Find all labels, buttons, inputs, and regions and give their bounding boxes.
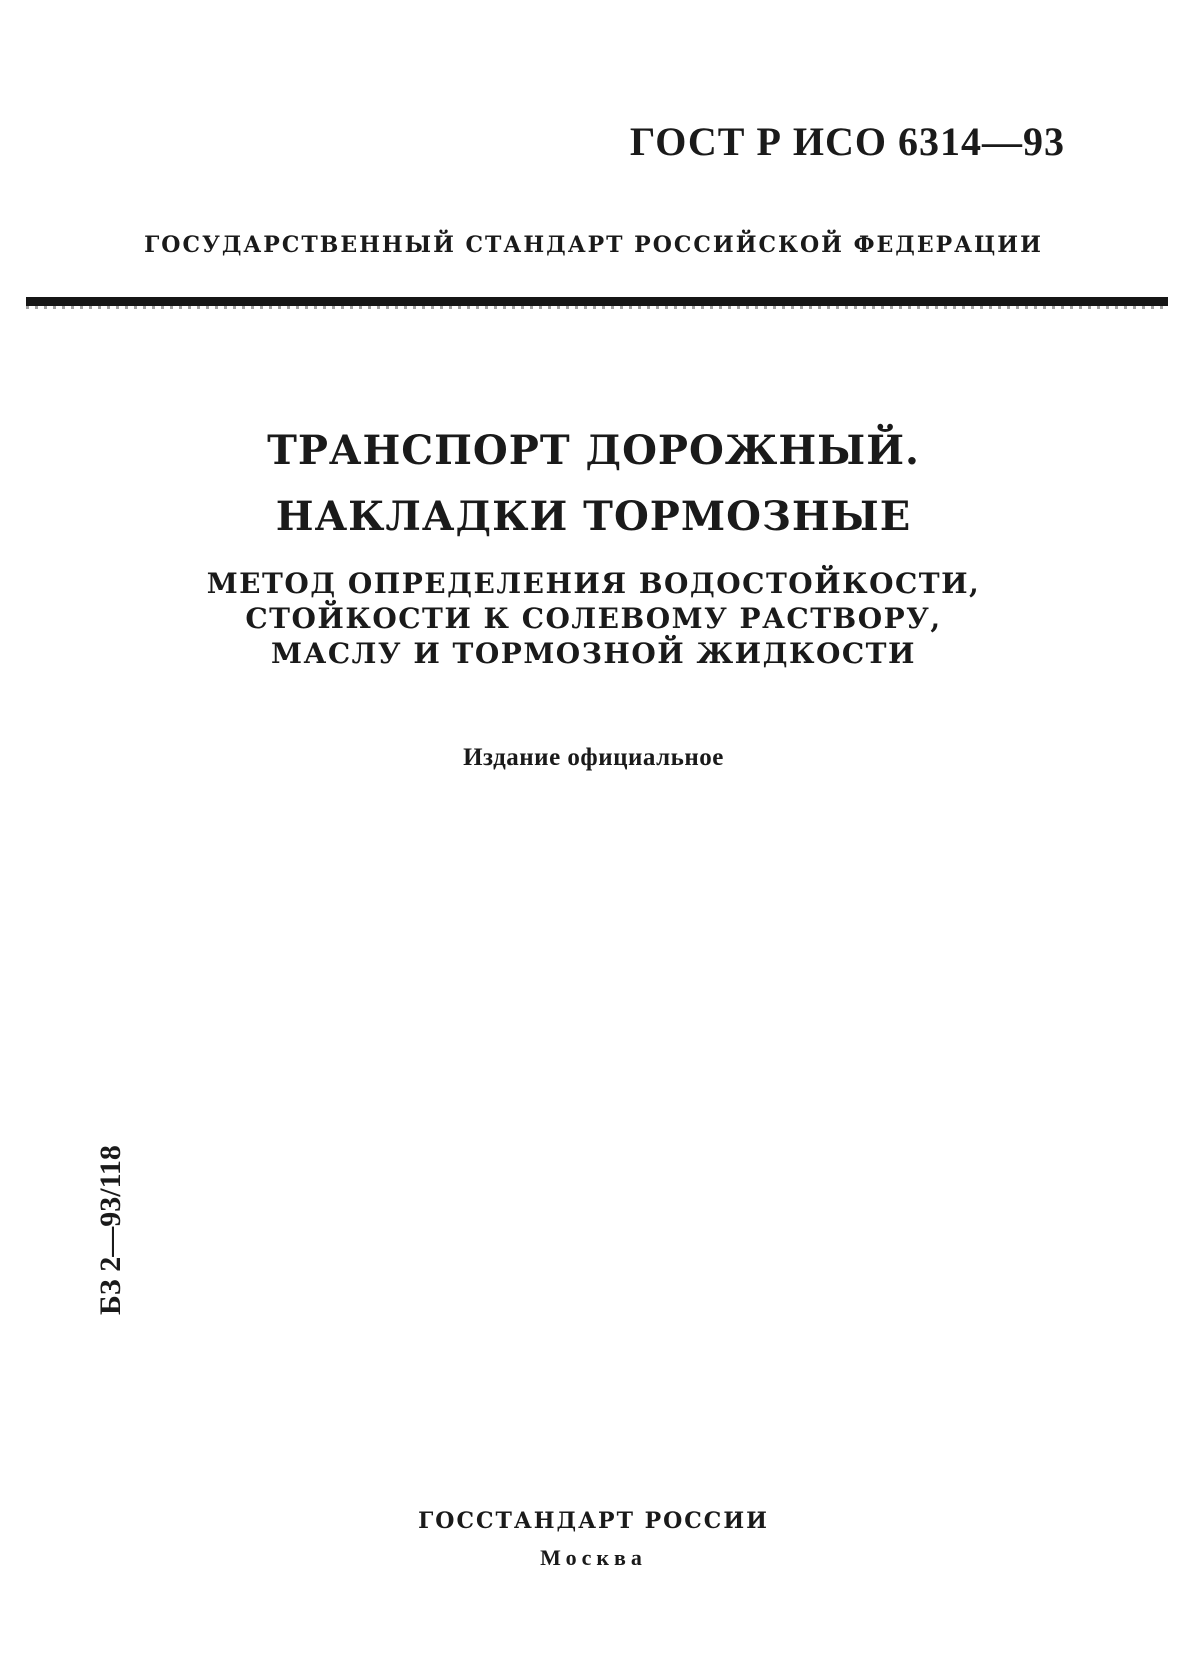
standard-code: ГОСТ Р ИСО 6314—93 xyxy=(629,119,1065,164)
title-block xyxy=(0,418,1187,550)
title-line: ТРАНСПОРТ ДОРОЖНЫЙ. xyxy=(267,427,920,474)
edition-label: Издание официальное xyxy=(463,744,724,771)
publication-city: Москва xyxy=(540,1545,647,1570)
side-catalog-code: БЗ 2—93/118 xyxy=(94,1145,127,1315)
publisher: ГОССТАНДАРТ РОССИИ xyxy=(418,1508,769,1534)
header-rule-texture xyxy=(26,306,1168,309)
title-line: НАКЛАДКИ ТОРМОЗНЫЕ xyxy=(275,493,912,540)
header-rule xyxy=(26,297,1168,306)
subtitle-line: МЕТОД ОПРЕДЕЛЕНИЯ ВОДОСТОЙКОСТИ, xyxy=(206,567,981,600)
subtitle-line: СТОЙКОСТИ К СОЛЕВОМУ РАСТВОРУ, xyxy=(245,602,942,635)
subtitle-block xyxy=(0,566,1187,671)
subtitle-line: МАСЛУ И ТОРМОЗНОЙ ЖИДКОСТИ xyxy=(271,637,916,670)
issuing-body-header: ГОСУДАРСТВЕННЫЙ СТАНДАРТ РОССИЙСКОЙ ФЕДЕРАЦИИ xyxy=(144,232,1043,258)
